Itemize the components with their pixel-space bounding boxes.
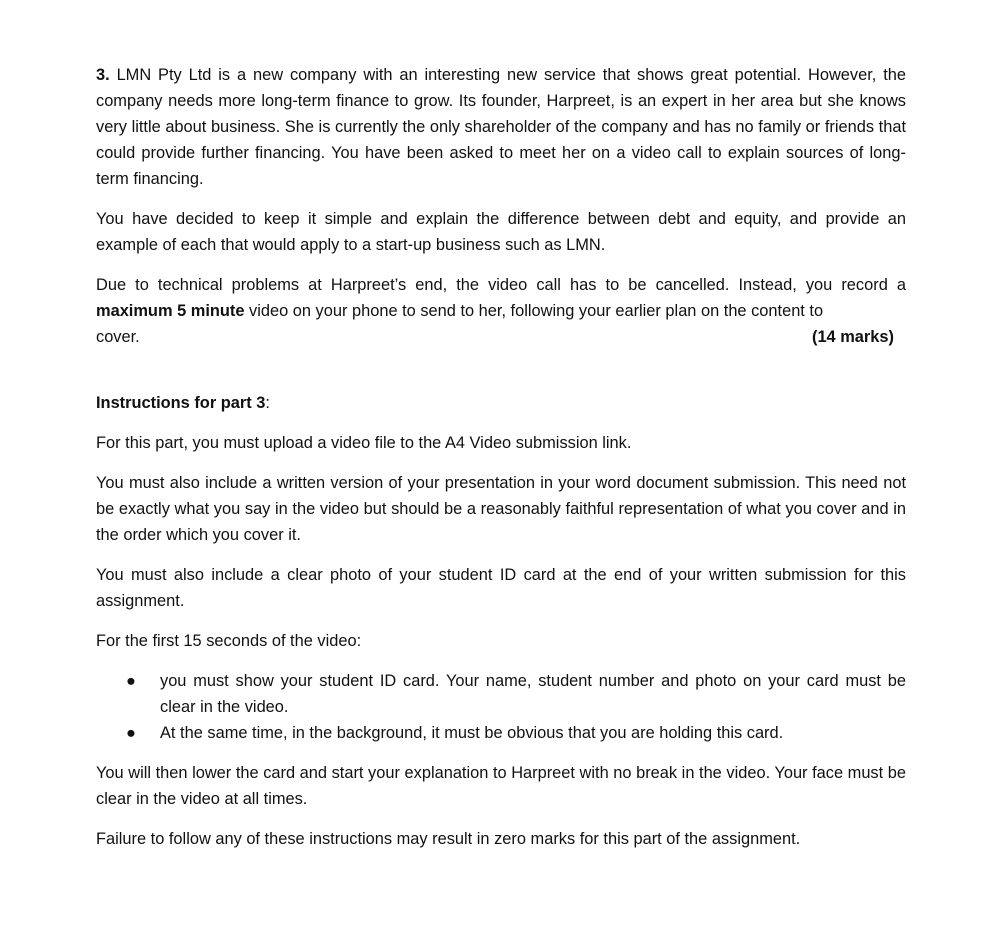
question-para-3 — [96, 272, 906, 324]
question-para-3-end-b: cover. — [96, 328, 140, 346]
marks-label: (14 marks) — [811, 328, 894, 346]
list-item — [96, 668, 906, 720]
bullet-icon: ● — [126, 724, 136, 742]
instructions-para-6: Failure to follow any of these instructions may result in zero marks for this part of the assignment. — [96, 830, 801, 848]
list-item-text: At the same time, in the background, it must be obvious that you are holding this card. — [160, 724, 784, 742]
marks-line — [96, 324, 906, 350]
document-page — [96, 62, 906, 866]
list-item-text: you must show your student ID card. Your name, student number and photo on your card must be clear in the video. — [160, 672, 906, 716]
instructions-bullet-list — [96, 668, 906, 746]
question-para-3-bold: maximum 5 minute — [96, 302, 245, 320]
question-para-3-start: Due to technical problems at Harpreet’s end, the video call has to be cancelled. Instead, you record a — [96, 276, 906, 294]
question-para-2: You have decided to keep it simple and explain the difference between debt and equity, and provide an example of each that would apply to a start-up business such as LMN. — [96, 210, 906, 254]
question-number: 3. — [96, 66, 110, 84]
bullet-icon: ● — [126, 672, 136, 690]
instructions-para-1: For this part, you must upload a video file to the A4 Video submission link. — [96, 434, 632, 452]
spacer — [96, 350, 906, 390]
instructions-para-2: You must also include a written version of your presentation in your word document submission. This need not be exactly what you say in the video but should be a reasonably faithful representation of what you cover and in the order which you cover it. — [96, 474, 906, 544]
instructions-para-5: You will then lower the card and start your explanation to Harpreet with no break in the video. Your face must be clear in the video at all times. — [96, 764, 906, 808]
instructions-heading-colon: : — [265, 394, 270, 412]
question-intro — [96, 62, 906, 192]
question-intro-text: LMN Pty Ltd is a new company with an interesting new service that shows great potential. However, the company needs more long-term finance to grow. Its founder, Harpreet, is an expert in her area but she knows very little about business. She is currently the only shareholder of the company and has no family or friends that could provide further financing. You have been asked to meet her on a video call to explain sources of long-term financing. — [96, 66, 906, 188]
instructions-para-4: For the first 15 seconds of the video: — [96, 632, 362, 650]
list-item — [96, 720, 906, 746]
instructions-heading-text: Instructions for part 3 — [96, 394, 266, 412]
instructions-para-3: You must also include a clear photo of your student ID card at the end of your written submission for this assignment. — [96, 566, 906, 610]
instructions-heading — [96, 390, 906, 416]
question-para-3-end-a: video on your phone to send to her, following your earlier plan on the content to — [249, 302, 824, 320]
